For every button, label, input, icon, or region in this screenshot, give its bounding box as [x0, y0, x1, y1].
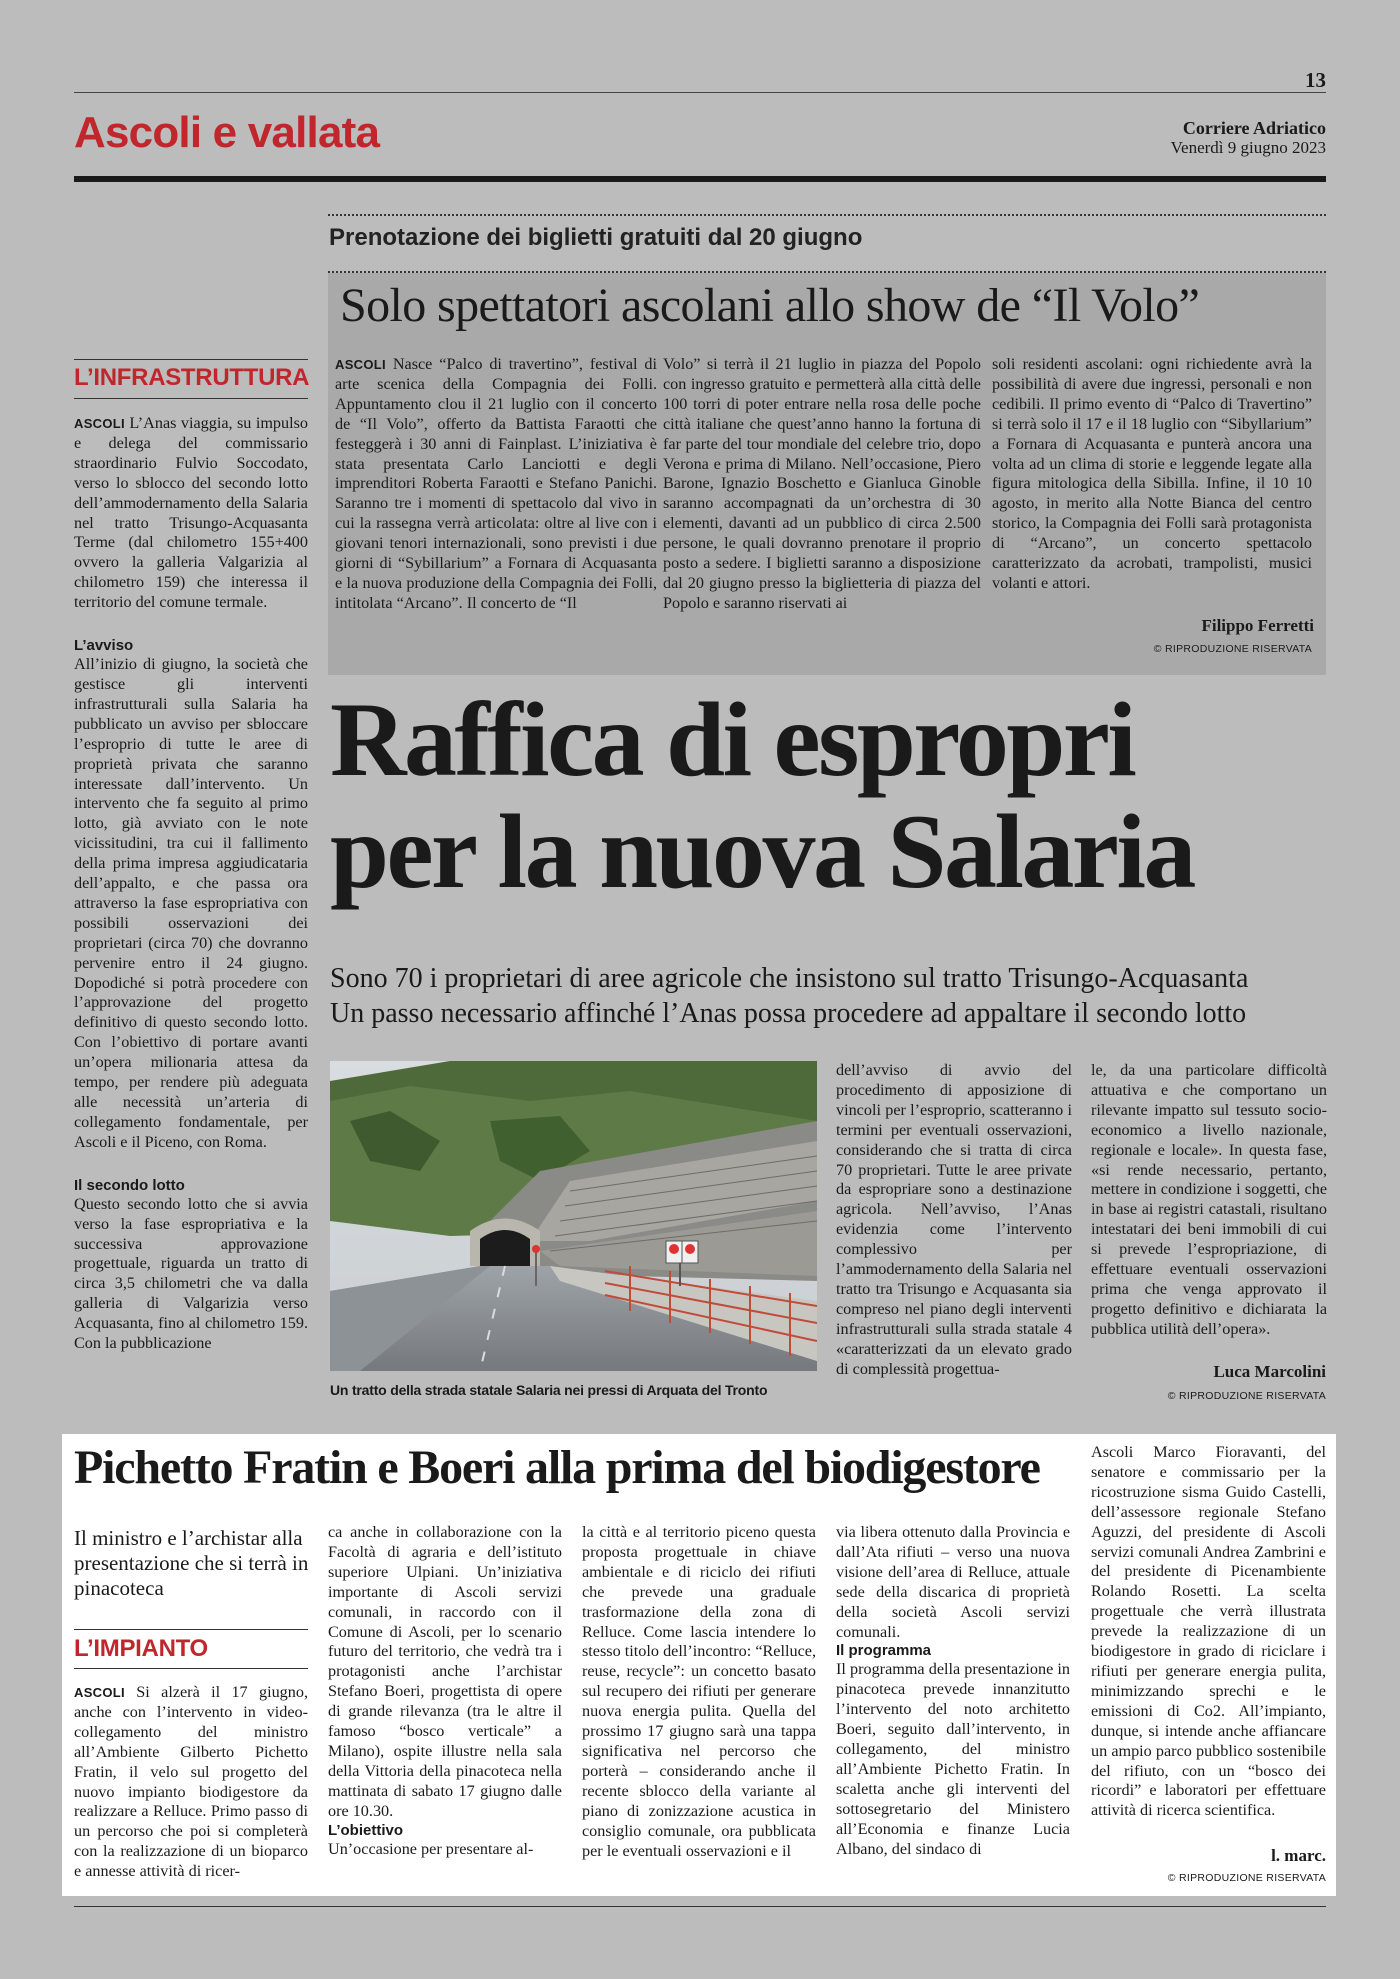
main-subheadline-line-2: Un passo necessario affinché l’Anas possa procedere ad appaltare il secondo lotto — [330, 998, 1247, 1029]
left-kicker-rule-top — [74, 359, 308, 360]
section-title: Ascoli e vallata — [74, 108, 380, 157]
infobox-author: Filippo Ferretti — [1201, 616, 1314, 635]
bottom-subhead-programma: Il programma — [836, 1642, 932, 1660]
main-column-a: dell’avviso di avvio del procedimento di apposizione di vincoli per l’esproprio, scatteranno i termini per eventuali osservazioni, considerando che si tratta di circa 70 proprietari. Tutte le aree private da espropriare sono a destinazione agricola. Nell’avviso, l’Anas evidenzia come l’intervento complessivo per l’ammodernamento della Salaria nel tratto tra Trisungo e Acquasanta sia compreso nel piano degli interventi infrastrutturali sulla strada statale 4 «caratterizzati da un elevato grado di complessità progettua- — [836, 1061, 1072, 1378]
issue-date: Venerdì 9 giugno 2023 — [1170, 138, 1326, 157]
page-number: 13 — [1305, 68, 1326, 92]
top-thin-rule — [74, 92, 1326, 93]
infobox-dateline: ASCOLI — [335, 357, 386, 372]
left-paragraph-avviso: All’inizio di giugno, la società che gestisce gli interventi infrastrutturali sulla Salaria ha pubblicato un avviso per sbloccare l’esproprio di tutte le aree di proprietà privata che saranno interessate dall’intervento. Un intervento che fa seguito al primo lotto, già avviato con le note vicissitudini, tra cui il fallimento della prima impresa aggiudicataria dell’appalto, e che passa ora attraverso la fase espropriativa con possibili osservazioni dei proprietari (circa 70) che dovranno pervenire entro il 24 giugno. Dopodiché si potrà procedere con l’approvazione del progetto definitivo di questo secondo lotto. Con l’obiettivo di portare avanti un’opera milionaria attesa da tempo, per rendere più adeguata alle necessità un’arteria di collegamento fondamentale, per Ascoli e il Piceno, con Roma. — [74, 655, 308, 1151]
bottom-column-3: la città e al territorio piceno questa proposta progettuale in chiave ambientale e di riciclo dei rifiuti che prevede una graduale trasformazione della zona di Relluce. Come lascia intendere lo stesso titolo dell’incontro: “Relluce, reuse, recycle”: un concetto basato sul recupero dei rifiuti per generare nuova energia pulita. Quella del prossimo 17 giugno sarà una tappa significativa nel percorso che porterà – considerando anche il recente sblocco della variante al piano di zonizzazione acustica in consiglio comunale, ora pubblicata per le eventuali osservazioni e il — [582, 1523, 816, 1860]
bottom-author: l. marc. — [1271, 1846, 1326, 1865]
main-headline-line-2: per la nuova Salaria — [330, 793, 1194, 910]
salaria-road-photo — [330, 1061, 817, 1371]
left-dateline: ASCOLI — [74, 416, 125, 431]
bottom-column-1: ASCOLI Si alzerà il 17 giugno, anche con l’intervento in video-collegamento del ministro all’Ambiente Gilberto Pichetto Fratin, il velo sul progetto del nuovo impianto biodigestore da realizzare a Relluce. Primo passo di un percorso che poi si completerà con la realizzazione di un bioparco e annesse attività di ricer- — [74, 1683, 309, 1881]
bottom-column-4: via libera ottenuto dalla Provincia e dall’Ata rifiuti – verso una nuova visione dell’area di Relluce, attuale sede della discarica di proprietà della società Ascoli servizi comunali. Il programma Il programma della presentazione in pinacoteca prevede innanzitutto l’intervento del noto architetto Boeri, seguito dall’intervento, in collegamento, del ministro all’Ambiente Pichetto Fratin. In scaletta anche gli interventi del sottosegretario del Ministero all’Economia e finanze Lucia Albano, del sindaco di — [836, 1523, 1070, 1858]
bottom-copyright: © RIPRODUZIONE RISERVATA — [1167, 1872, 1326, 1884]
infobox-title: Solo spettatori ascolani allo show de “Il Volo” — [340, 279, 1200, 332]
bottom-headline: Pichetto Fratin e Boeri alla prima del biodigestore — [74, 1441, 1040, 1494]
photo-caption: Un tratto della strada statale Salaria nei pressi di Arquata del Tronto — [330, 1382, 768, 1398]
main-author: Luca Marcolini — [1213, 1362, 1326, 1381]
left-kicker-rule-bottom — [74, 398, 308, 399]
infobox-copyright: © RIPRODUZIONE RISERVATA — [1153, 643, 1312, 655]
bottom-kicker: L’IMPIANTO — [74, 1635, 208, 1662]
main-copyright: © RIPRODUZIONE RISERVATA — [1167, 1390, 1326, 1402]
salaria-road-photo-drawing — [330, 1061, 817, 1371]
left-column-body: ASCOLI L’Anas viaggia, su impulso e delega del commissario straordinario Fulvio Soccodato, verso lo sblocco del secondo lotto dell’ammodernamento della Salaria nel tratto Trisungo-Acquasanta Terme (dal chilometro 155+400 ovvero la galleria Valgarizia al chilometro 159) che interessa il territorio del comune termale. L’avviso All’inizio di giugno, la società che gestisce gli interventi infrastrutturali sulla Salaria ha pubblicato un avviso per sbloccare l’esproprio di tutte le aree di proprietà privata che saranno interessate dall’intervento. Un intervento che fa seguito al primo lotto, già avviato con le note vicissitudini, tra cui il fallimento della prima impresa aggiudicataria dell’appalto, e che passa ora attraverso la fase espropriativa con possibili osservazioni dei proprietari (circa 70) che dovranno pervenire entro il 24 giugno. Dopodiché si potrà procedere con l’approvazione del progetto definitivo di questo secondo lotto. Con l’obiettivo di portare avanti un’opera milionaria attesa da tempo, per rendere più adeguata alle necessità un’arteria di collegamento fondamentale, per Ascoli e il Piceno, con Roma. Il secondo lotto Questo secondo lotto che si avvia verso la fase espropriativa e la successiva approvazione progettuale, riguarda un tratto di circa 3,5 chilometri che va dalla galleria di Valgarizia verso Acquasanta, fino al chilometro 159. Con la pubblicazione — [74, 414, 309, 1353]
bottom-kicker-rule-top — [74, 1629, 308, 1630]
infobox-kicker: Prenotazione dei biglietti gratuiti dal 20 giugno — [329, 224, 863, 251]
left-paragraph-secondo-lotto: Questo secondo lotto che si avvia verso la fase espropriativa e la successiva approvazione progettuale, riguarda un tratto di circa 3,5 chilometri che va dalla galleria di Valgarizia verso Acquasanta, fino al chilometro 159. Con la pubblicazione — [74, 1194, 308, 1353]
bottom-subhead: Il ministro e l’archistar alla presentazione che si terrà in pinacoteca — [74, 1526, 309, 1600]
left-subhead-avviso: L’avviso — [74, 637, 134, 655]
bottom-kicker-rule-bottom — [74, 1668, 308, 1669]
main-subheadline — [330, 961, 1330, 1031]
bottom-subhead-obiettivo: L’obiettivo — [328, 1821, 403, 1839]
infobox-column-3: soli residenti ascolani: ogni richiedente avrà la possibilità di avere due ingressi, personali e non cedibili. Il primo evento di “Palco di Travertino” si terrà solo il 17 e il 18 luglio con “Sibyllarium” a Fornara di Acquasanta e punterà ancora una volta ad un clima di storie e leggende legate alla figura mitologica della Sibilla. Infine, il 10 10 agosto, in merito alla Notte Bianca del centro storico, la Compagnia dei Folli sarà protagonista di “Arcano”, un concerto spettacolo caratterizzato da acrobati, trampolisti, musici volanti e attori. — [992, 355, 1312, 592]
header-thick-rule — [74, 176, 1326, 182]
bottom-column-5: Ascoli Marco Fioravanti, del senatore e commissario per la ricostruzione sisma Guido Castelli, dell’assessore regionale Stefano Aguzzi, del presidente di Ascoli servizi comunali Andrea Zambrini e del presidente di Picenambiente Rolando Rosetti. La scelta progettuale che verrà illustrata prevede la realizzazione di un biodigestore in grado di riciclare i rifiuti per generare energia pulita, minimizzando sprechi e le emissioni di Co2. All’impianto, dunque, si intende anche affiancare un ampio parco pubblico sostenibile del rifiuto, con un “bosco dei ricordi” e laboratori per effettuare attività di ricerca scientifica. — [1091, 1443, 1326, 1820]
main-headline-line-1: Raffica di espropri — [330, 681, 1135, 798]
main-subheadline-line-1: Sono 70 i proprietari di aree agricole che insistono sul tratto Trisungo-Acquasanta — [330, 963, 1249, 994]
paper-name: Corriere Adriatico — [1182, 118, 1326, 138]
bottom-dateline: ASCOLI — [74, 1685, 125, 1700]
left-subhead-secondo-lotto: Il secondo lotto — [74, 1176, 185, 1194]
infobox-column-1: ASCOLI Nasce “Palco di travertino”, festival di arte scenica della Compagnia dei Folli. Appuntamento clou il 21 luglio con il concerto de “Il Volo”, offerto da Battista Faraotti che festeggerà i 30 anni di Fainplast. L’iniziativa è stata presentata Carlo Lanciotti e degli imprenditori Roberta Faraotti e Stefano Panichi. Saranno tre i momenti di spettacolo dal vivo in cui la rassegna verrà articolata: oltre al live con i giovani tenori internazionali, sono previsti i due giorni di “Sybillarium” a Fornara di Acquasanta e la nuova produzione della Compagnia dei Folli, intitolata “Arcano”. Il concerto de “Il — [335, 355, 657, 612]
infobox-top-dotted-rule — [328, 214, 1326, 216]
bottom-column-2: ca anche in collaborazione con la Facoltà di agraria e dell’istituto superiore Ulpiani. Un’iniziativa importante di Ascoli servizi comunali, in raccordo con il Comune di Ascoli, per lo scenario futuro del territorio, che vedrà tra i protagonisti anche l’archistar Stefano Boeri, progettista di opere di grande rilevanza (tra le altre il famoso “bosco verticale” a Milano), ospite illustre nella sala della Vittoria della pinacoteca nella mattinata di sabato 17 giugno dalle ore 10.30. L’obiettivo Un’occasione per presentare al- — [328, 1523, 562, 1858]
main-headline — [330, 681, 1330, 910]
main-column-b: le, da una particolare difficoltà attuativa e che comportano un rilevante impatto sul tessuto socio-economico a livello nazionale, regionale e locale». In questa fase, «si rende necessario, pertanto, mettere in condizione i soggetti, che in base ai registri catastali, risultano intestatari dei beni immobili di cui si prevede l’espropriazione, di effettuare eventuali osservazioni prima che venga approvato il progetto definitivo e dichiarata la pubblica utilità dell’opera». — [1091, 1061, 1327, 1338]
footer-rule — [74, 1906, 1326, 1907]
left-kicker: L’INFRASTRUTTURA — [74, 364, 310, 391]
infobox-column-2: Volo” si terrà il 21 luglio in piazza del Popolo con ingresso gratuito e permetterà alla città delle 100 torri di poter entrare nella rosa delle poche città italiane che quest’anno hanno la fortuna di far parte del tour mondiale del celebre trio, dopo Verona e prima di Milano. Nell’occasione, Piero Barone, Ignazio Boschetto e Gianluca Ginoble saranno accompagnati da un’orchestra di 30 elementi, davanti ad un pubblico di circa 2.500 persone, le quali dovranno prenotare il proprio posto a sedere. I biglietti saranno a disposizione dal 20 giugno presso la biglietteria di piazza del Popolo e saranno riservati ai — [663, 355, 981, 612]
